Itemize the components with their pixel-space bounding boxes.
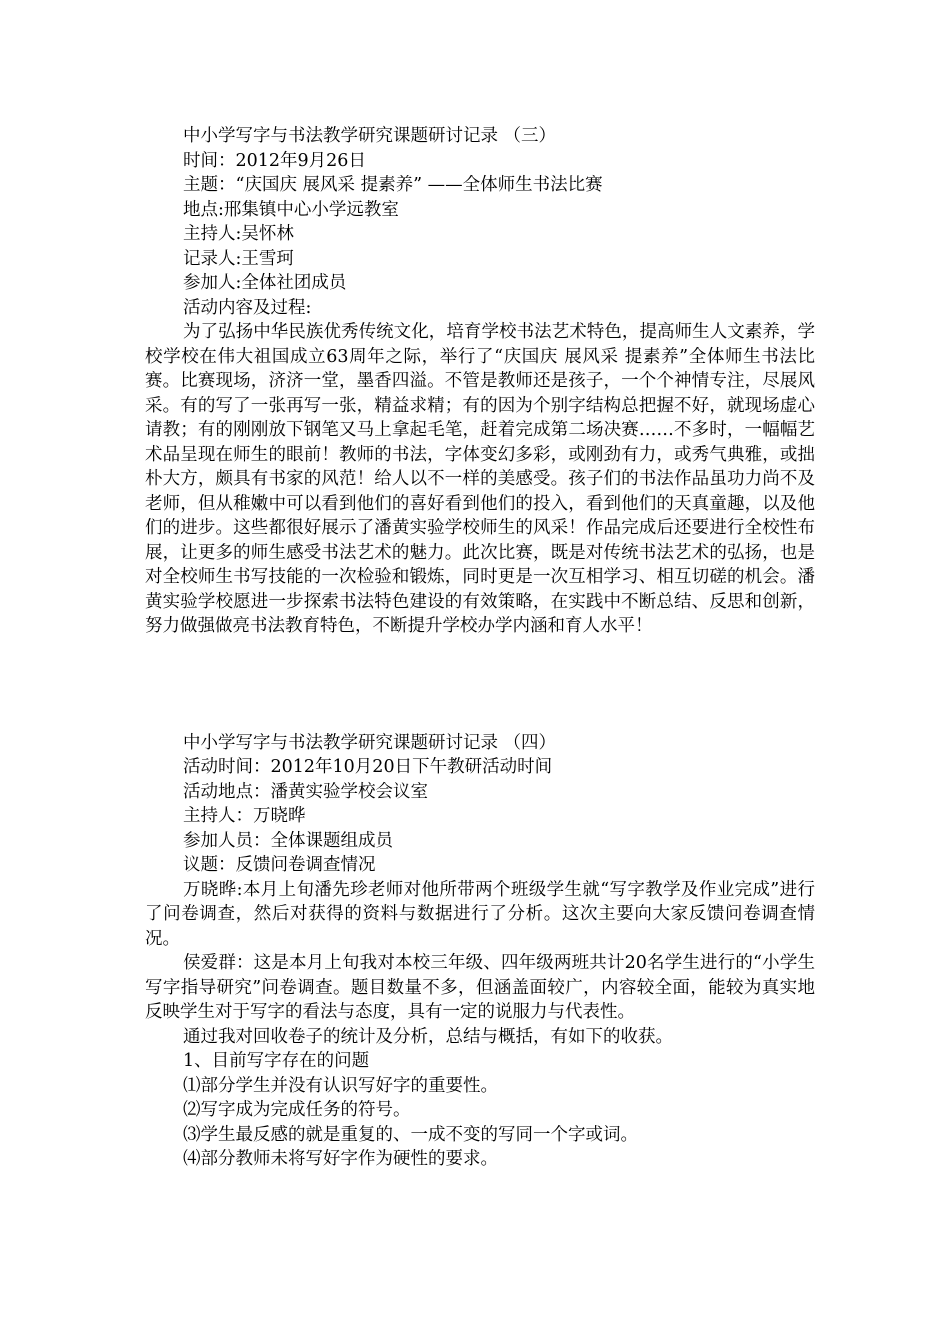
record-four-time: 活动时间：2012年10月20日下午教研活动时间 [183,757,553,777]
problem-item-1: ⑴部分学生并没有认识写好字的重要性。 [183,1075,498,1096]
record-four-place: 活动地点：潘黄实验学校会议室 [183,781,428,802]
record-four-para-hou: 侯爱群：这是本月上旬我对本校三年级、四年级两班共计20名学生进行的“小学生写字指导研究”问卷调查。题目数量不多，但涵盖面较广，内容较全面，能较为真实地反映学生对于写字的看法与态度，具有一定的说服力与代表性。 [145,953,815,1022]
record-four-host: 主持人：万晓晔 [183,806,306,826]
record-three-theme: 主题：“庆国庆 展风采 提素养” ——全体师生书法比赛 [183,175,603,195]
record-three-place: 地点:邢集镇中心小学远教室 [183,199,399,220]
record-three-participants: 参加人:全体社团成员 [183,273,347,293]
record-four-title: 中小学写字与书法教学研究课题研讨记录 （四） [183,732,557,753]
record-three-recorder: 记录人:王雪珂 [183,248,294,269]
record-three [145,124,815,639]
record-four [145,731,815,1172]
record-four-problems-heading: 1、目前写字存在的问题 [183,1051,370,1071]
problem-item-3: ⑶学生最反感的就是重复的、一成不变的写同一个字或词。 [183,1124,638,1145]
record-four-participants: 参加人员：全体课题组成员 [183,830,393,851]
record-four-topic: 议题：反馈问卷调查情况 [183,855,376,875]
document-page [145,124,815,1172]
record-three-title: 中小学写字与书法教学研究课题研讨记录 （三） [183,126,557,146]
problem-item-4: ⑷部分教师未将写好字作为硬性的要求。 [183,1149,498,1169]
record-four-para-wan: 万晓晔:本月上旬潘先珍老师对他所带两个班级学生就“写字教学及作业完成”进行了问卷调查，然后对获得的资料与数据进行了分析。这次主要向大家反馈问卷调查情况。 [145,879,815,949]
record-three-host: 主持人:吴怀林 [183,224,294,244]
record-three-content-label: 活动内容及过程: [183,297,312,318]
record-three-paragraph: 为了弘扬中华民族优秀传统文化，培育学校书法艺术特色，提高师生人文素养，学校学校在伟大祖国成立63周年之际，举行了“庆国庆 展风采 提素养”全体师生书法比赛。比赛现场，济济一堂，墨香四溢。不管是教师还是孩子，一个个神情专注，尽展风采。有的写了一张再写一张，精益求精；有的因为个别字结构总把握不好，就现场虚心请教；有的刚刚放下钢笔又马上拿起毛笔，赶着完成第二场决赛……不多时，一幅幅艺术品呈现在师生的眼前！教师的书法，字体变幻多彩，或刚劲有力，或秀气典雅，或拙朴大方，颇具有书家的风范！给人以不一样的美感受。孩子们的书法作品虽功力尚不及老师，但从稚嫩中可以看到他们的喜好看到他们的投入，看到他们的天真童趣，以及他们的进步。这些都很好展示了潘黄实验学校师生的风采！作品完成后还要进行全校性布展，让更多的师生感受书法艺术的魅力。此次比赛，既是对传统书法艺术的弘扬，也是对全校师生书写技能的一次检验和锻炼，同时更是一次互相学习、相互切磋的机会。潘黄实验学校愿进一步探索书法特色建设的有效策略，在实践中不断总结、反思和创新，努力做强做亮书法教育特色，不断提升学校办学内涵和育人水平！ [145,322,815,636]
record-three-time: 时间：2012年9月26日 [183,150,366,171]
problem-item-2: ⑵写字成为完成任务的符号。 [183,1100,411,1120]
record-four-para-summary: 通过我对回收卷子的统计及分析，总结与概括，有如下的收获。 [183,1026,673,1047]
